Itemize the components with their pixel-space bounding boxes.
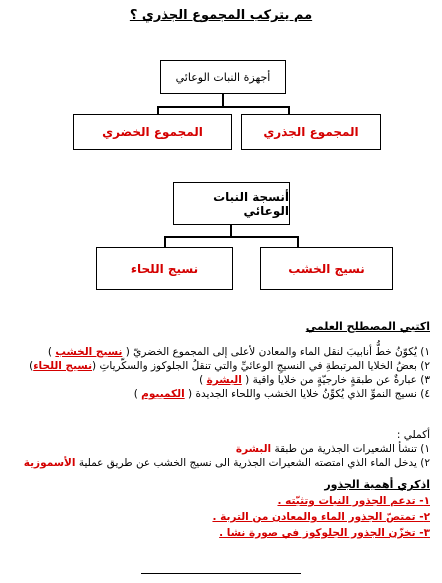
- term-row-1: ١) يُكوّنُ خطُّ أنابيبَ لنقل الماء والمعادن لأعلى إلى المجموع الخضريّ ( نسيج الخشب ): [47, 346, 430, 358]
- diagram2-connector-horizontal: [164, 236, 298, 238]
- term-row-4: ٤) نسيج النموِّ الذي يُكوِّنُ خلايا الخشب واللحاء الجديدة ( الكمبيوم ): [133, 388, 430, 400]
- term-row-2: ٢) بعضُ الخلايا المرتبطةِ في النسيجِ الوعائيِّ والتي تنقلُ الجلوكوز والسكّرياتِ (نسيج اللحاء): [29, 360, 430, 372]
- terms-heading: اكتبي المصطلح العلمي: [305, 320, 430, 333]
- diagram2-root-box: أنسجة النبات الوعائي: [173, 182, 290, 225]
- complete-row-1: ١) تنشأ الشعيرات الجذرية من طبقة البشرة: [235, 443, 430, 455]
- diagram1-left-box: المجموع الخضري: [73, 114, 232, 150]
- importance-item-2: ٢- تمتصّ الجذور الماء والمعادن من التربة .: [212, 511, 430, 523]
- complete-heading: أكملي :: [396, 429, 430, 441]
- complete-row-2: ٢) يدخل الماء الذي امتصته الشعيرات الجذرية الى نسيج الخشب عن طريق عملية الأسموزية: [23, 457, 430, 469]
- diagram1-connector-right: [288, 106, 290, 114]
- importance-item-1: ١- تدعم الجذور النبات وتثبّته .: [277, 495, 430, 507]
- term-row-3: ٣) عبارةٌ عن طبقةٍ خارجيّةٍ من خلايا واقية ( البشرة ): [199, 374, 430, 386]
- term-answer-3: البشرة: [206, 374, 242, 386]
- term-answer-2: نسيج اللحاء: [33, 360, 93, 372]
- diagram1-right-box: المجموع الجذري: [241, 114, 381, 150]
- diagram1-connector-horizontal: [157, 106, 289, 108]
- importance-item-3: ٣- تخزّن الجذور الجلوكوز في صورة نشا .: [219, 527, 430, 539]
- diagram2-connector-left: [164, 236, 166, 247]
- diagram1-root-box: أجهزة النبات الوعائي: [160, 60, 286, 94]
- importance-heading: اذكري أهمية الجذور: [324, 478, 430, 491]
- diagram1-connector-left: [157, 106, 159, 114]
- diagram2-left-box: نسيج اللحاء: [96, 247, 233, 290]
- complete-answer-2: الأسموزية: [23, 457, 76, 469]
- diagram2-connector-right: [297, 236, 299, 247]
- complete-answer-1: البشرة: [235, 443, 272, 455]
- term-answer-4: الكمبيوم: [141, 388, 185, 400]
- bottom-divider: [141, 573, 301, 574]
- page-title: مم يتركب المجموع الجذري ؟: [129, 8, 313, 23]
- diagram2-right-box: نسيج الخشب: [260, 247, 393, 290]
- term-answer-1: نسيج الخشب: [55, 346, 123, 358]
